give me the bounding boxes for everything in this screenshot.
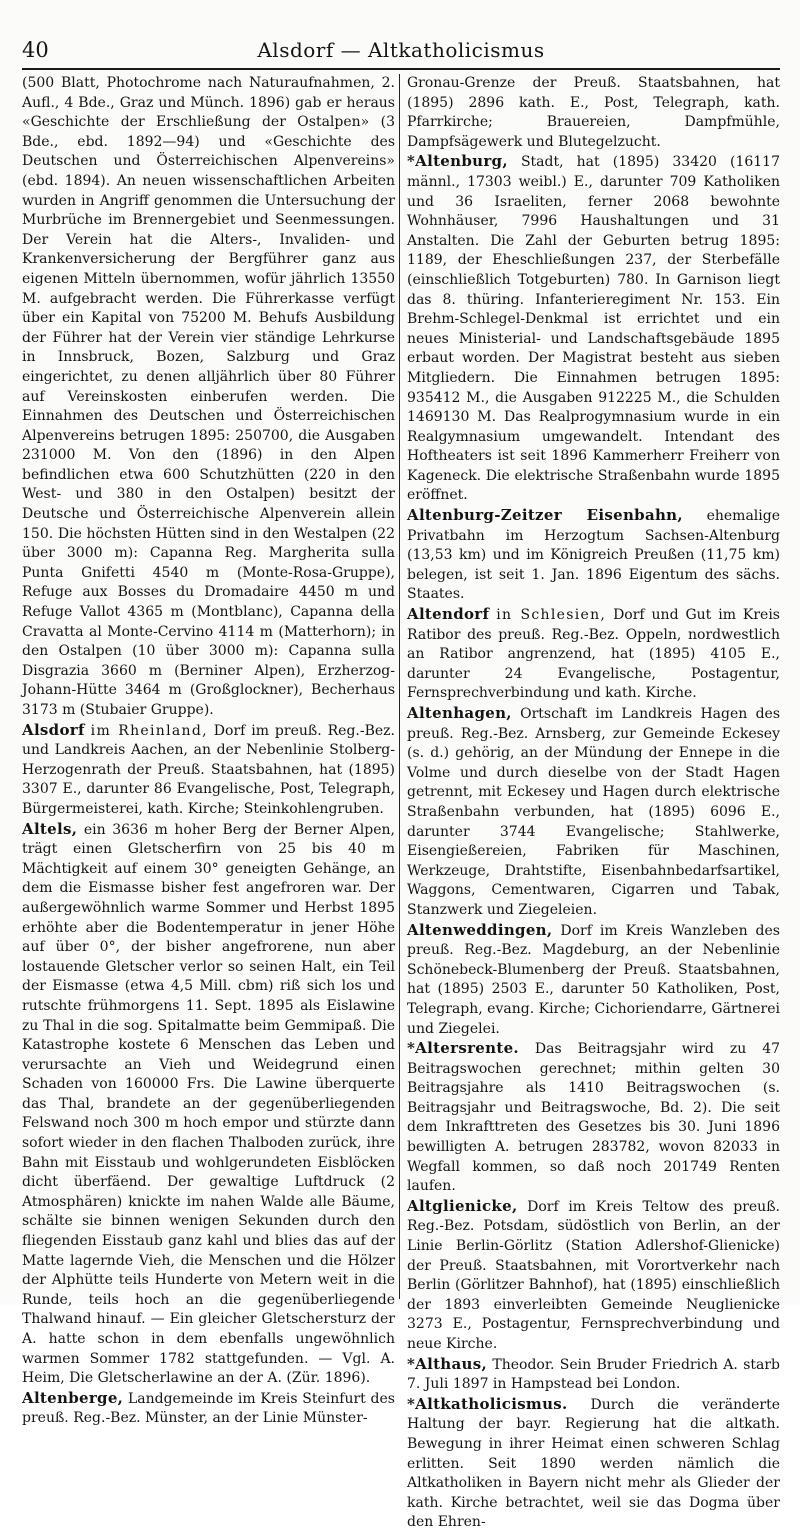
entry-altglienicke	[407, 1197, 780, 1355]
entry-text: Dorf im Kreis Wanzleben des preuß. Reg.-Bez. Magdeburg, an der Nebenlinie Schönebeck-Blumenberg der Preuß. Staatsbahnen, hat (1895) 2503 E., darunter 50 Katholiken, Post, Telegraph, evang. Kirche; Cichoriendarre, Gärtnerei und Ziegelei.	[407, 922, 780, 1037]
right-column	[407, 74, 781, 1531]
entry-headword: Altendorf	[407, 605, 490, 624]
page-number: 40	[22, 38, 49, 62]
entry-text: Gronau-Grenze der Preuß. Staatsbahnen, hat (1895) 2896 kath. E., Post, Telegraph, kath. Pfarrkirche; Brauereien, Dampfmühle, Dampfsägewerk und Blutegelzucht.	[407, 75, 780, 150]
entry-text: Stadt, hat (1895) 33420 (16117 männl., 17303 weibl.) E., darunter 709 Katholiken und 36 Israeliten, ferner 2068 bewohnte Wohnhäuser, 7996 Haushaltungen und 31 Anstalten. Die Zahl der Geburten betrug 1895: 1189, der Eheschließungen 237, der Sterbefälle (einschließlich Totgeburten) 780. In Garnison liegt das 8. thüring. Infanterieregiment Nr. 153. Ein Brehm-Schlegel-Denkmal ist errichtet und ein neues Ministerial- und Landschaftsgebäude 1895 erbaut worden. Der Magistrat besteht aus sieben Mitgliedern. Die Einnahmen betrugen 1895: 935412 M., die Ausgaben 912225 M., die Schulden 1469130 M. Das Realprogymnasium wurde in ein Realgymnasium umgewandelt. Intendant des Hoftheaters ist seit 1896 Kammerherr Freiherr von Kageneck. Die elektrische Straßenbahn wurde 1895 eröffnet.	[407, 154, 780, 504]
entry-headword: Altenberge,	[22, 1388, 124, 1407]
entry-headword: *Althaus,	[407, 1354, 488, 1373]
entry-alsdorf	[22, 721, 395, 820]
entry-headword: *Altenburg,	[407, 152, 508, 171]
entry-altersrente	[407, 1039, 780, 1197]
entry-altenburg	[407, 152, 780, 506]
continued-paragraph	[22, 74, 395, 721]
entry-text: Ortschaft im Landkreis Hagen des preuß. Reg.-Bez. Arnsberg, zur Gemeinde Eckesey (s. d.) gehörig, an der Mündung der Ennepe in die Volme und durch dieselbe von der Stadt Hagen getrennt, mit Eckesey und Hagen durch elektrische Straßenbahn verbunden, hat (1895) 6096 E., darunter 3744 Evangelische; Stahlwerke, Eisengießereien, Fabriken für Maschinen, Werkzeuge, Drahtstifte, Eisenbahnbedarfsartikel, Waggons, Cementwaren, Cigarren und Tabak, Stanzwerk und Ziegeleien.	[407, 706, 781, 918]
entry-althaus	[407, 1355, 780, 1395]
entry-text: Dorf im preuß. Reg.-Bez. und Landkreis Aachen, an der Nebenlinie Stolberg-Herzogenrath der Preuß. Staatsbahnen, hat (1895) 3307 E., darunter 86 Evangelische, Post, Telegraph, Bürgermeisterei, kath. Kirche; Steinkohlengruben.	[22, 722, 395, 817]
entry-altenburg-zeitzer	[407, 506, 780, 605]
entry-text: Theodor. Sein Bruder Friedrich A. starb 7. Juli 1897 in Hampstead bei London.	[407, 1356, 781, 1393]
running-title: Alsdorf — Altkatholicismus	[257, 38, 545, 62]
left-column	[22, 74, 395, 1427]
entry-text: Das Beitragsjahr wird zu 47 Beitragswochen gerechnet; mithin gelten 30 Beitragsjahre als 1410 Beitragswochen (s. Beitragsjahr und Beitragswoche, Bd. 2). Die seit dem Inkrafttreten des Gesetzes bis 30. Juni 1896 bewilligten A. betrugen 283782, wovon 82033 in Wegfall kommen, so daß noch 201749 Renten laufen.	[407, 1041, 781, 1195]
entry-text: Dorf im Kreis Teltow des preuß. Reg.-Bez. Potsdam, südöstlich von Berlin, an der Linie Berlin-Görlitz (Station Adlershof-Glienicke) der Preuß. Staatsbahnen, mit Vorortverkehr nach Berlin (Görlitzer Bahnhof), hat (1895) einschließlich der 1893 einverleibten Gemeinde Neuglienicke 3273 E., Postagentur, Fernsprechverbindung und neue Kirche.	[407, 1198, 781, 1352]
entry-altenberge	[22, 1389, 395, 1429]
entry-text: (500 Blatt, Photochrome nach Naturaufnahmen, 2. Aufl., 4 Bde., Graz und Münch. 1896) gab er heraus «Geschichte der Erschließung der Ostalpen» (3 Bde., ebd. 1892—94) und «Geschichte des Deutschen und Österreichischen Alpenvereins» (ebd. 1894). An neuen wissenschaftlichen Arbeiten wurden in Angriff genommen die Untersuchung der Murbrüche im Brennergebiet und Seenmessungen. Der Verein hat die Alters-, Invaliden- und Krankenversicherung der Bergführer ganz aus eigenen Mitteln übernommen, wofür jährlich 13550 M. aufgebracht werden. Die Führerkasse verfügt über ein Kapital von 75200 M. Behufs Ausbildung der Führer hat der Verein vier ständige Lehrkurse in Innsbruck, Bozen, Salzburg und Graz eingerichtet, zu denen alljährlich über 80 Führer auf Vereinskosten einberufen werden. Die Einnahmen des Deutschen und Österreichischen Alpenvereins betrugen 1895: 250700, die Ausgaben 231000 M. Von den (1896) in den Alpen befindlichen etwa 600 Schutzhütten (220 in den West- und 380 in den Ostalpen) besitzt der Deutsche und Österreichische Alpenverein allein 150. Die höchsten Hütten sind in den Westalpen (22 über 3000 m): Capanna Reg. Margherita sulla Punta Gnifetti 4540 m (Monte-Rosa-Gruppe), Refuge aux Bosses du Dromadaire 4450 m und Refuge Vallot 4365 m (Montblanc), Capanna della Cravatta al Monte-Cervino 4114 m (Matterhorn); in den Ostalpen (10 über 3000 m): Capanna sulla Disgrazia 3660 m (Berniner Alpen), Erzherzog-Johann-Hütte 3464 m (Großglockner), Becherhaus 3173 m (Stubaier Gruppe).	[22, 75, 395, 718]
entry-altels	[22, 820, 395, 1389]
entry-headword: Altenweddingen,	[407, 920, 553, 939]
entry-text: Durch die veränderte Haltung der bayr. Regierung hat die altkath. Bewegung in ihrer Heimat einen schweren Schlag erlitten. Seit 1890 werden nämlich die Altkatholiken in Bayern nicht mehr als Glieder der kath. Kirche betrachtet, weil sie das Dogma über den Ehren-	[407, 1396, 780, 1531]
entry-headword: Altenburg-Zeitzer Eisenbahn,	[407, 506, 683, 525]
entry-altenhagen	[407, 704, 780, 921]
entry-altendorf	[407, 605, 780, 704]
entry-headword: Altels,	[22, 819, 78, 838]
entry-altenweddingen	[407, 921, 780, 1040]
page-header	[22, 38, 780, 68]
continued-paragraph	[407, 74, 780, 152]
entry-altkatholicismus	[407, 1395, 780, 1533]
entry-text: ein 3636 m hoher Berg der Berner Alpen, trägt einen Gletscherfirn von 25 bis 40 m Mächtigkeit auf einem 30° geneigten Gehänge, an dem die Eismasse bisher fest angefroren war. Der außergewöhnlich warme Sommer und Herbst 1895 erhöhte aber die Bodentemperatur in jener Höhe auf über 0°, der bisher angefrorene, nun aber lostauende Gletscher verlor so seinen Halt, ein Teil der Eismasse (etwa 4,5 Mill. cbm) riß sich los und rutschte frühmorgens 11. Sept. 1895 als Eislawine zu Thal in die sog. Spitalmatte beim Gemmipaß. Die Katastrophe kostete 6 Menschen das Leben und verursachte an Vieh und Weidegrund einen Schaden von 160000 Frs. Die Lawine überquerte das Thal, brandete an der gegenüberliegenden Felswand noch 300 m hoch empor und stürzte dann sofort wieder in den flachen Thalboden zurück, ihre Bahn mit Eisstaub und wohlgerundeten Eisblöcken dicht überfäend. Der gewaltige Luftdruck (2 Atmosphären) knickte im nahen Walde alle Bäume, schälte sie binnen wenigen Sekunden durch den fliegenden Eisstaub ganz kahl und blies das auf der Matte lagernde Vieh, die Menschen und die Hölzer der Alphütte teils Hunderte von Metern weit in die Runde, teils hoch an die gegenüberliegende Thalwand hinauf. — Ein gleicher Gletschersturz der A. hatte schon in dem ebenfalls ungewöhnlich warmen Sommer 1782 stattgefunden. — Vgl. A. Heim, Die Gletscherlawine an der A. (Zür. 1896).	[22, 821, 395, 1387]
entry-text: ehemalige Privatbahn im Herzogtum Sachsen-Altenburg (13,53 km) und im Königreich Preußen (11,75 km) belegen, ist seit 1. Jan. 1896 Eigentum des sächs. Staates.	[407, 508, 781, 603]
entry-headword: *Altersrente.	[407, 1039, 519, 1058]
entry-text: Dorf und Gut im Kreis Ratibor des preuß. Reg.-Bez. Oppeln, nordwestlich an Ratibor angrenzend, hat (1895) 4105 E., darunter 24 Evangelische, Postagentur, Fernsprechverbindung und kath. Kirche.	[407, 607, 780, 702]
entry-text: Landgemeinde im Kreis Steinfurt des preuß. Reg.-Bez. Münster, an der Linie Münster-	[22, 1390, 395, 1427]
entry-place-qualifier: in Schlesien,	[496, 607, 607, 624]
header-rule	[22, 68, 780, 70]
entry-headword: *Altkatholicismus.	[407, 1394, 568, 1413]
entry-place-qualifier: im Rheinland,	[90, 722, 208, 739]
column-divider	[399, 74, 400, 1299]
entry-headword: Altenhagen,	[407, 704, 512, 722]
entry-headword: Altglienicke,	[407, 1196, 518, 1215]
entry-headword: Alsdorf	[22, 720, 85, 739]
